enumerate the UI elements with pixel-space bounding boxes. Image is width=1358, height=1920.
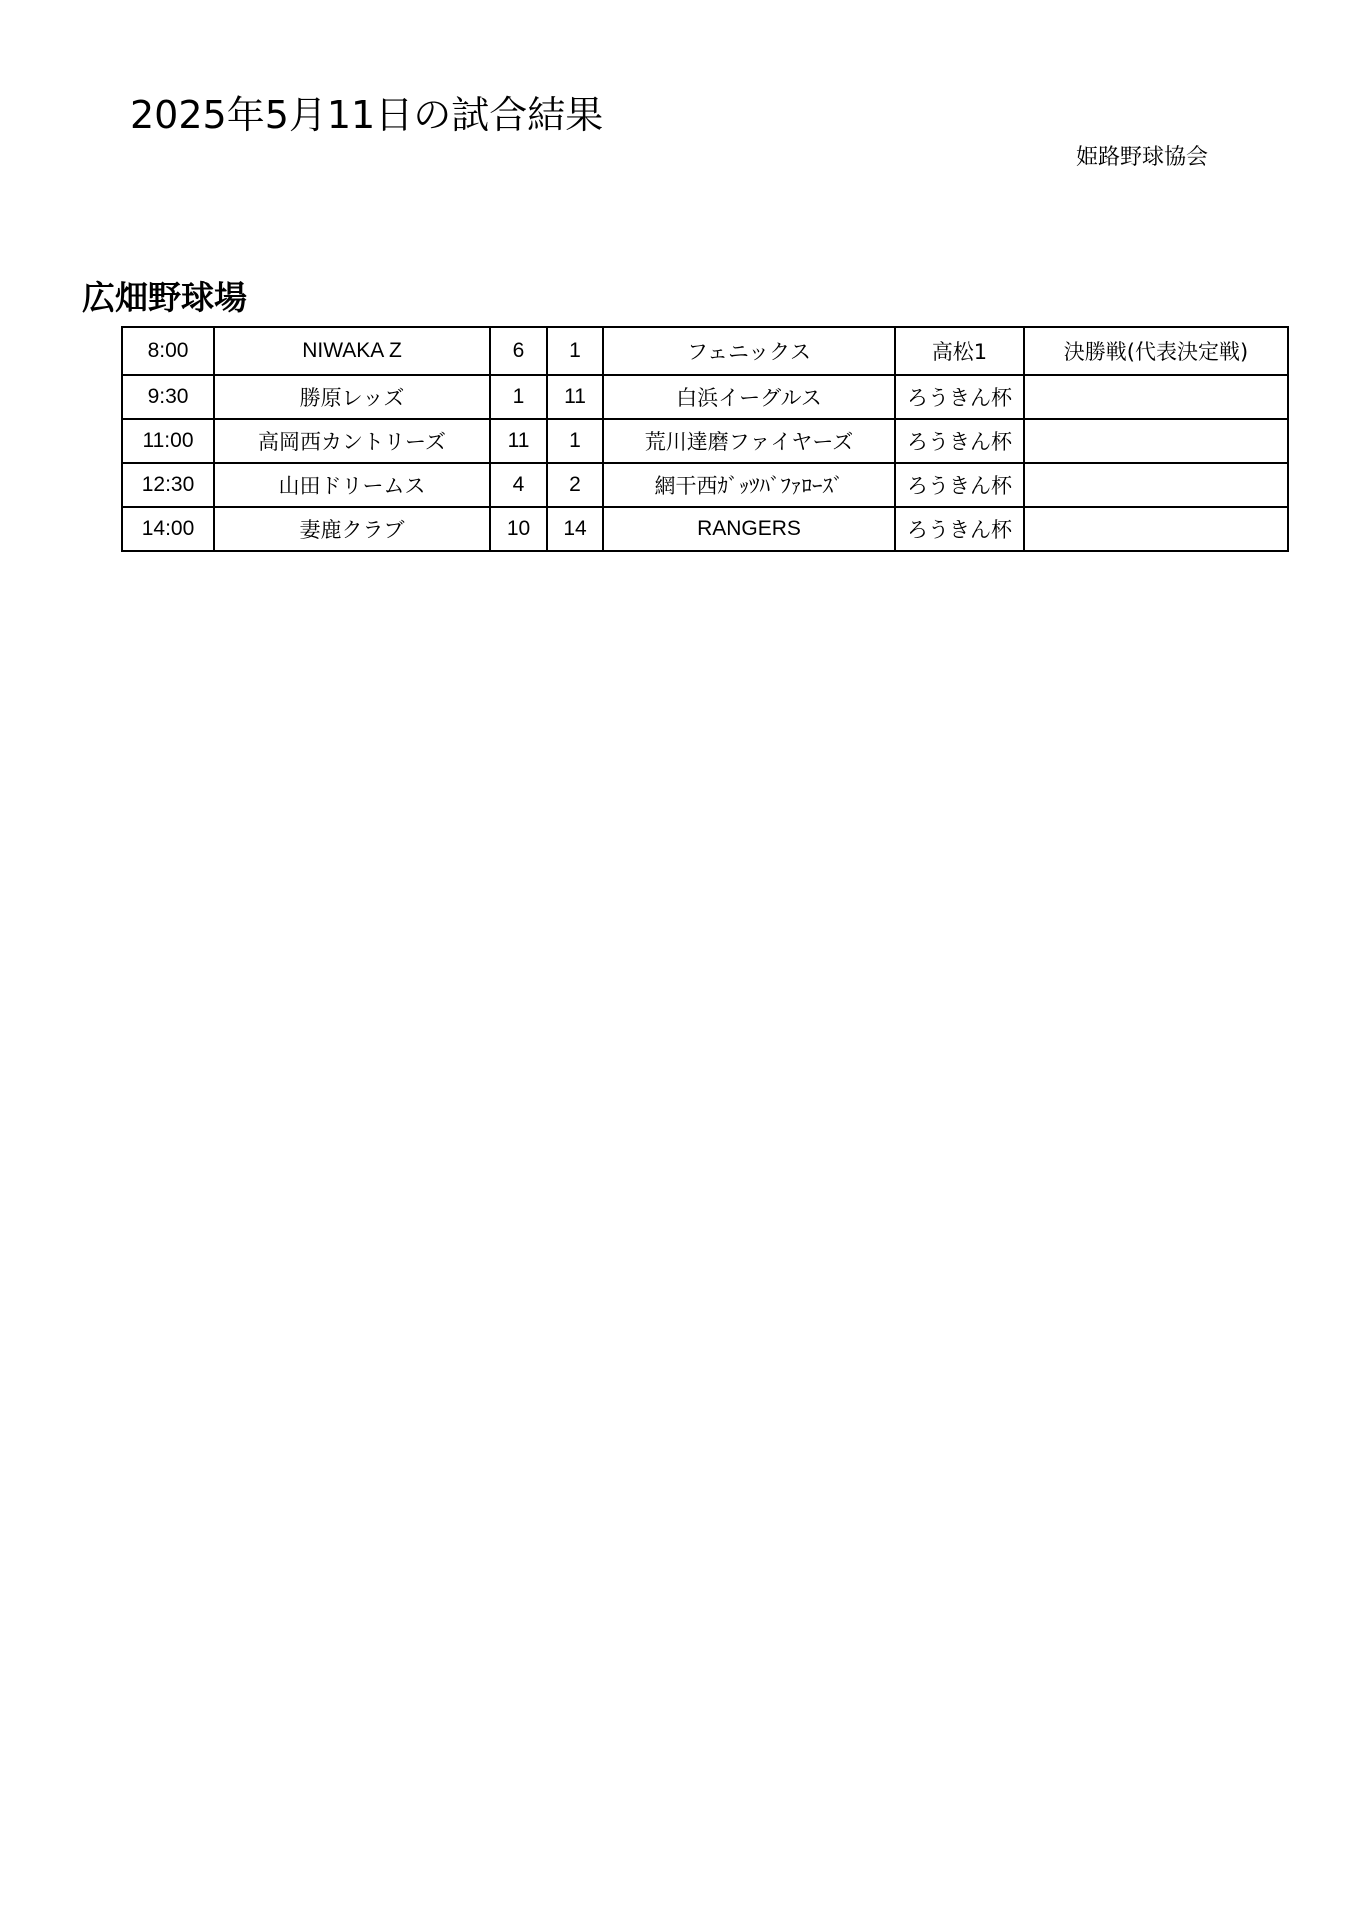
away-score: 1 [547, 327, 603, 375]
game-time: 9:30 [122, 375, 214, 419]
table-row [122, 463, 1288, 507]
home-team: 山田ドリームス [214, 463, 490, 507]
away-team: フェニックス [603, 327, 895, 375]
home-score: 11 [490, 419, 547, 463]
home-team: 勝原レッズ [214, 375, 490, 419]
home-team: 妻鹿クラブ [214, 507, 490, 551]
game-time: 12:30 [122, 463, 214, 507]
away-team: 荒川達磨ファイヤーズ [603, 419, 895, 463]
tournament-category: ろうきん杯 [895, 463, 1024, 507]
home-score: 6 [490, 327, 547, 375]
game-note [1024, 375, 1288, 419]
away-score: 2 [547, 463, 603, 507]
away-score: 1 [547, 419, 603, 463]
away-score: 14 [547, 507, 603, 551]
table-row [122, 327, 1288, 375]
game-note [1024, 463, 1288, 507]
tournament-category: 高松1 [895, 327, 1024, 375]
game-note [1024, 419, 1288, 463]
venue-heading: 広畑野球場 [82, 278, 247, 317]
game-time: 8:00 [122, 327, 214, 375]
away-team: RANGERS [603, 507, 895, 551]
home-score: 10 [490, 507, 547, 551]
home-team: NIWAKA Z [214, 327, 490, 375]
tournament-category: ろうきん杯 [895, 419, 1024, 463]
page-title: 2025年5月11日の試合結果 [130, 93, 604, 137]
game-time: 11:00 [122, 419, 214, 463]
home-team: 高岡西カントリーズ [214, 419, 490, 463]
away-score: 11 [547, 375, 603, 419]
home-score: 1 [490, 375, 547, 419]
results-table [121, 326, 1289, 552]
organization-name: 姫路野球協会 [1076, 145, 1209, 170]
table-row [122, 375, 1288, 419]
tournament-category: ろうきん杯 [895, 375, 1024, 419]
away-team: 白浜イーグルス [603, 375, 895, 419]
away-team: 網干西ｶﾞｯﾂﾊﾞﾌｧﾛｰｽﾞ [603, 463, 895, 507]
game-note: 決勝戦(代表決定戦) [1024, 327, 1288, 375]
table-row [122, 419, 1288, 463]
game-note [1024, 507, 1288, 551]
game-time: 14:00 [122, 507, 214, 551]
tournament-category: ろうきん杯 [895, 507, 1024, 551]
home-score: 4 [490, 463, 547, 507]
table-row [122, 507, 1288, 551]
